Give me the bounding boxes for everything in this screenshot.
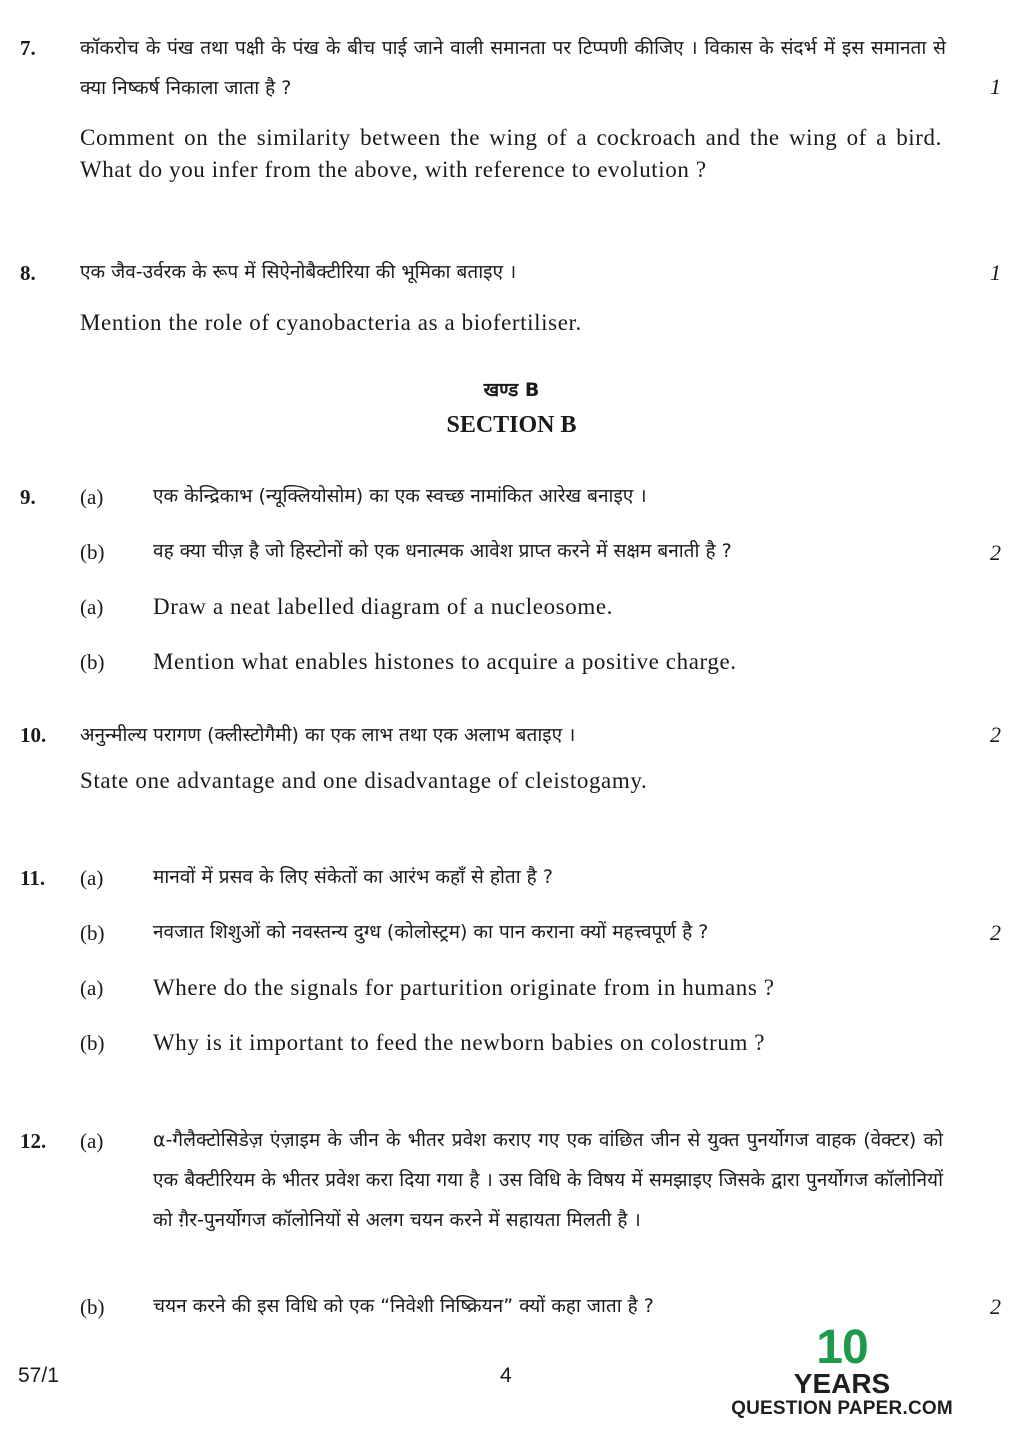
- question-7-marks: 1: [990, 74, 1001, 99]
- question-8-english: Mention the role of cyanobacteria as a biofertiliser.: [80, 310, 582, 335]
- question-12-number: 12.: [20, 1129, 47, 1153]
- question-11-part-text: मानवों में प्रसव के लिए संकेतों का आरंभ कहाँ से होता है ?: [153, 866, 553, 888]
- question-9-part-label: (a): [80, 595, 104, 619]
- question-11-part-label: (a): [80, 976, 104, 1000]
- question-12-part-text: चयन करने की इस विधि को एक “निवेशी निष्क्रियन” क्यों कहा जाता है ?: [153, 1295, 654, 1317]
- question-8-hindi: एक जैव-उर्वरक के रूप में सिऐनोबैक्टीरिया की भूमिका बताइए ।: [80, 261, 517, 283]
- question-9-part-text: एक केन्द्रिकाभ (न्यूक्लियोसोम) का एक स्वच्छ नामांकित आरेख बनाइए ।: [153, 485, 647, 507]
- question-11-part-text: Where do the signals for parturition originate from in humans ?: [153, 975, 775, 1000]
- question-9-marks: 2: [990, 540, 1001, 565]
- question-10-hindi: अनुन्मील्य परागण (क्लीस्टोगैमी) का एक लाभ तथा एक अलाभ बताइए ।: [80, 724, 576, 746]
- question-7-hindi: कॉकरोच के पंख तथा पक्षी के पंख के बीच पाई जाने वाली समानता पर टिप्पणी कीजिए । विकास के संदर्भ में इस समानता से क्या निष्कर्ष निकाला जाता है ?: [80, 37, 946, 99]
- question-12-part-label: (a): [80, 1129, 104, 1153]
- question-12-part-text: α-गैलैक्टोसिडेज़ एंज़ाइम के जीन के भीतर प्रवेश कराए गए एक वांछित जीन से युक्त पुनर्योगज वाहक (वेक्टर) को एक बैक्टीरियम के भीतर प्रवेश करा दिया गया है । उस विधि के विषय में समझाइए जिसके द्वारा पुनर्योगज कॉलोनियों को ग़ैर-पुनर्योगज कॉलोनियों से अलग चयन करने में सहायता मिलती है ।: [153, 1129, 943, 1231]
- question-10-marks: 2: [990, 722, 1001, 747]
- question-11-part-label: (a): [80, 866, 104, 890]
- logo-years: YEARS: [793, 1368, 891, 1399]
- question-12-marks: 2: [990, 1294, 1001, 1319]
- question-7-number: 7.: [20, 36, 36, 60]
- logo-number: 10: [816, 1321, 868, 1374]
- logo-site: QUESTION PAPER.COM: [731, 1398, 953, 1419]
- question-7-english: Comment on the similarity between the wing of a cockroach and the wing of a bird. What do you infer from the above, with reference to evolution ?: [80, 125, 942, 182]
- section-heading-english: SECTION B: [446, 412, 577, 438]
- question-11-marks: 2: [990, 920, 1001, 945]
- watermark-logo: [726, 1321, 958, 1425]
- question-9-part-text: वह क्या चीज़ है जो हिस्टोनों को एक धनात्मक आवेश प्राप्त करने में सक्षम बनाती है ?: [153, 540, 732, 562]
- question-9-part-label: (b): [80, 540, 105, 564]
- question-9-number: 9.: [20, 485, 36, 509]
- section-heading-hindi: खण्ड B: [483, 379, 540, 401]
- page-number: 4: [500, 1364, 512, 1387]
- question-10-english: State one advantage and one disadvantage of cleistogamy.: [80, 768, 648, 793]
- question-10-number: 10.: [20, 723, 47, 747]
- question-11-part-label: (b): [80, 1031, 105, 1055]
- question-12-part-label: (b): [80, 1295, 105, 1319]
- question-9-part-label: (a): [80, 485, 104, 509]
- question-8-marks: 1: [990, 260, 1001, 285]
- question-8-number: 8.: [20, 261, 36, 285]
- question-9-part-text: Draw a neat labelled diagram of a nucleosome.: [153, 594, 613, 619]
- question-11-part-label: (b): [80, 921, 105, 945]
- question-11-part-text: Why is it important to feed the newborn babies on colostrum ?: [153, 1030, 766, 1055]
- paper-code: 57/1: [18, 1364, 59, 1387]
- question-11-part-text: नवजात शिशुओं को नवस्तन्य दुग्ध (कोलोस्ट्रम) का पान कराना क्यों महत्त्वपूर्ण है ?: [153, 921, 709, 943]
- question-9-part-text: Mention what enables histones to acquire a positive charge.: [153, 649, 737, 674]
- question-9-part-label: (b): [80, 650, 105, 674]
- question-11-number: 11.: [20, 866, 46, 890]
